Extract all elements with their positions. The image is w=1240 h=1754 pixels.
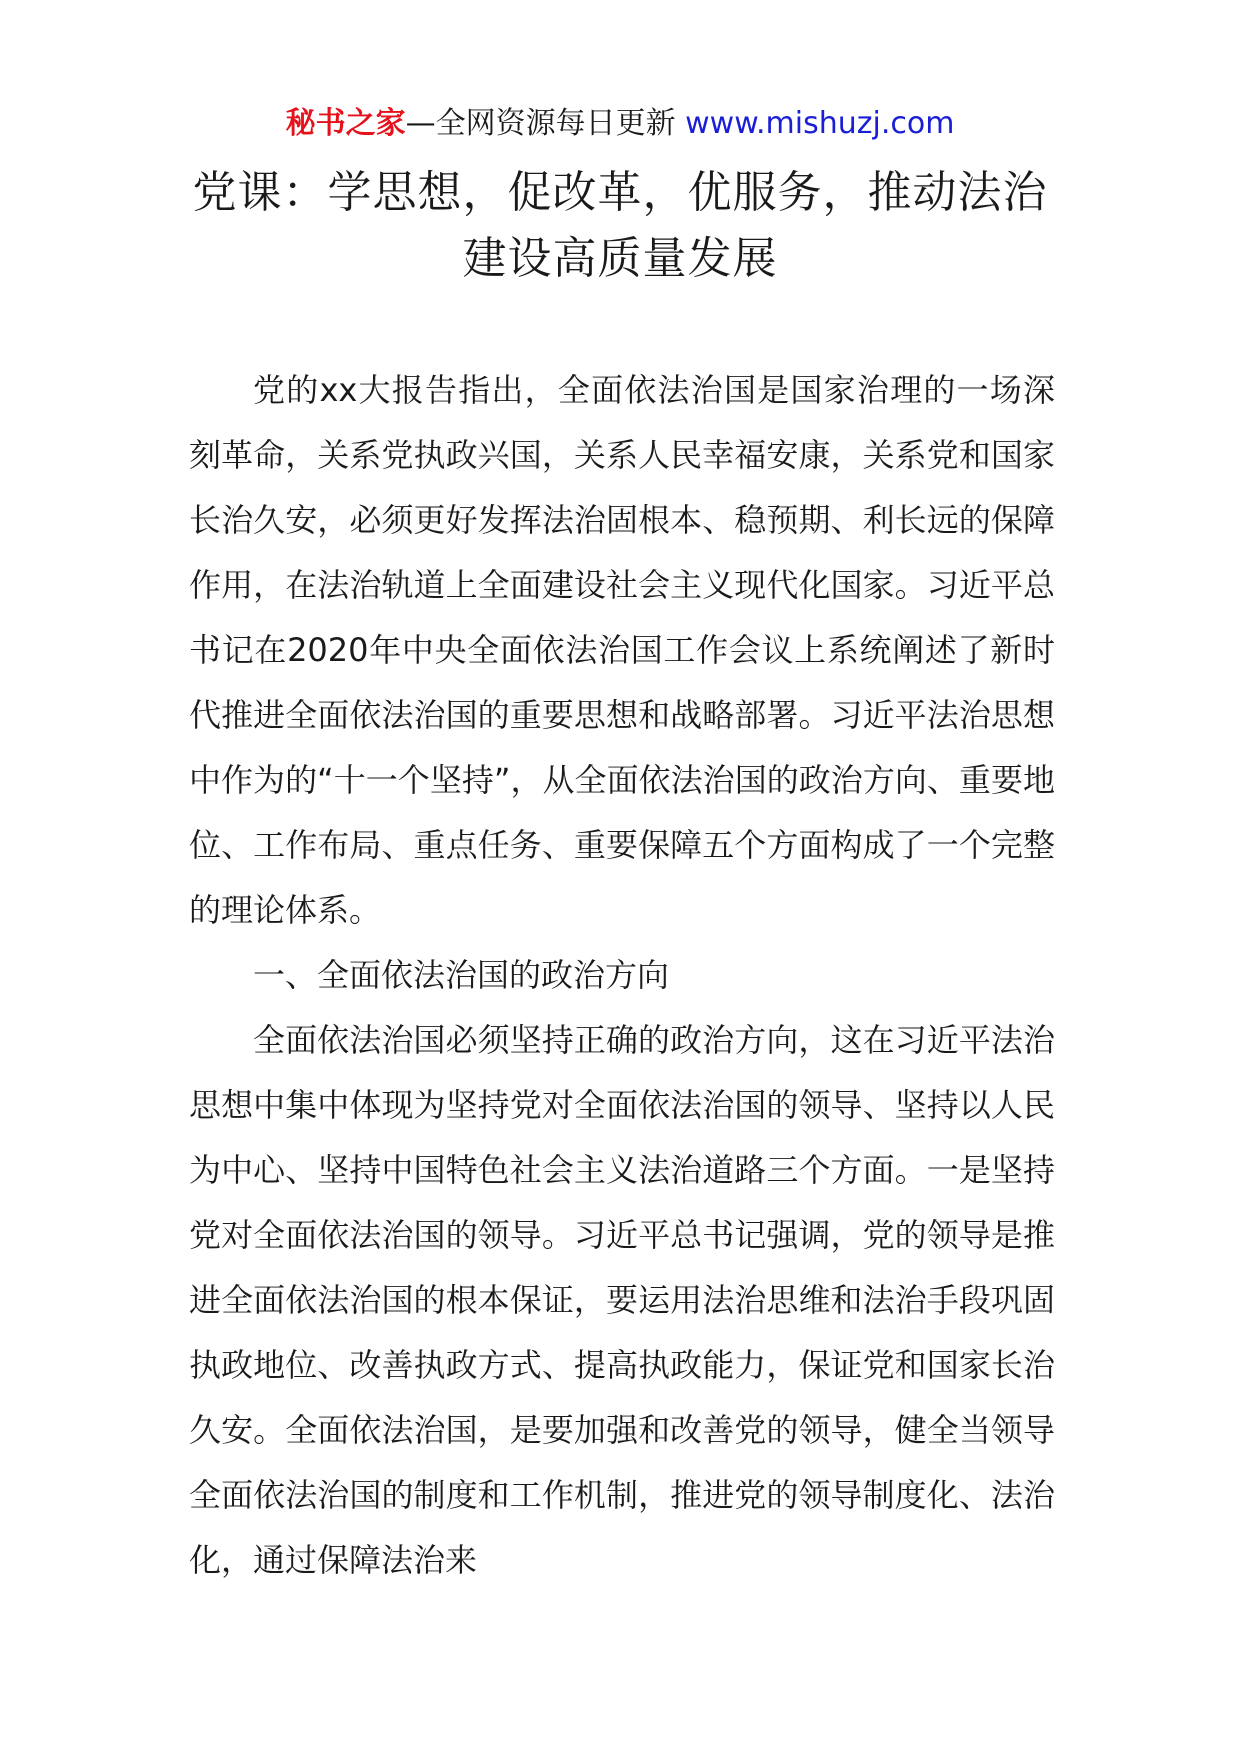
section-heading: 一、全面依法治国的政治方向 xyxy=(253,956,670,994)
header-tagline: —全网资源每日更新 xyxy=(405,106,676,141)
section-paragraph: 全面依法治国必须坚持正确的政治方向，这在习近平法治思想中集中体现为坚持党对全面依法治国的领导、坚持以人民为中心、坚持中国特色社会主义法治道路三个方面。一是坚持党对全面依法治国的领导。习近平总书记强调，党的领导是推进全面依法治国的根本保证，要运用法治思维和法治手段巩固执政地位、改善执政方式、提高执政能力，保证党和国家长治久安。全面依法治国，是要加强和改善党的领导，健全当领导全面依法治国的制度和工作机制，推进党的领导制度化、法治化，通过保障法治来 xyxy=(189,1021,1055,1579)
document-title: 党课：学思想，促改革，优服务，推动法治建设高质量发展 xyxy=(192,167,1048,284)
document-body xyxy=(189,358,1055,1593)
intro-paragraph: 党的xx大报告指出，全面依法治国是国家治理的一场深刻革命，关系党执政兴国，关系人民幸福安康，关系党和国家长治久安，必须更好发挥法治固根本、稳预期、利长远的保障作用，在法治轨道上全面建设社会主义现代化国家。习近平总书记在2020年中央全面依法治国工作会议上系统阐述了新时代推进全面依法治国的重要思想和战略部署。习近平法治思想中作为的“十一个坚持”，从全面依法治国的政治方向、重要地位、工作布局、重点任务、重要保障五个方面构成了一个完整的理论体系。 xyxy=(189,371,1055,929)
brand-name: 秘书之家 xyxy=(285,106,406,141)
site-header xyxy=(0,102,1240,146)
site-url-link[interactable]: www.mishuzj.com xyxy=(685,106,955,141)
